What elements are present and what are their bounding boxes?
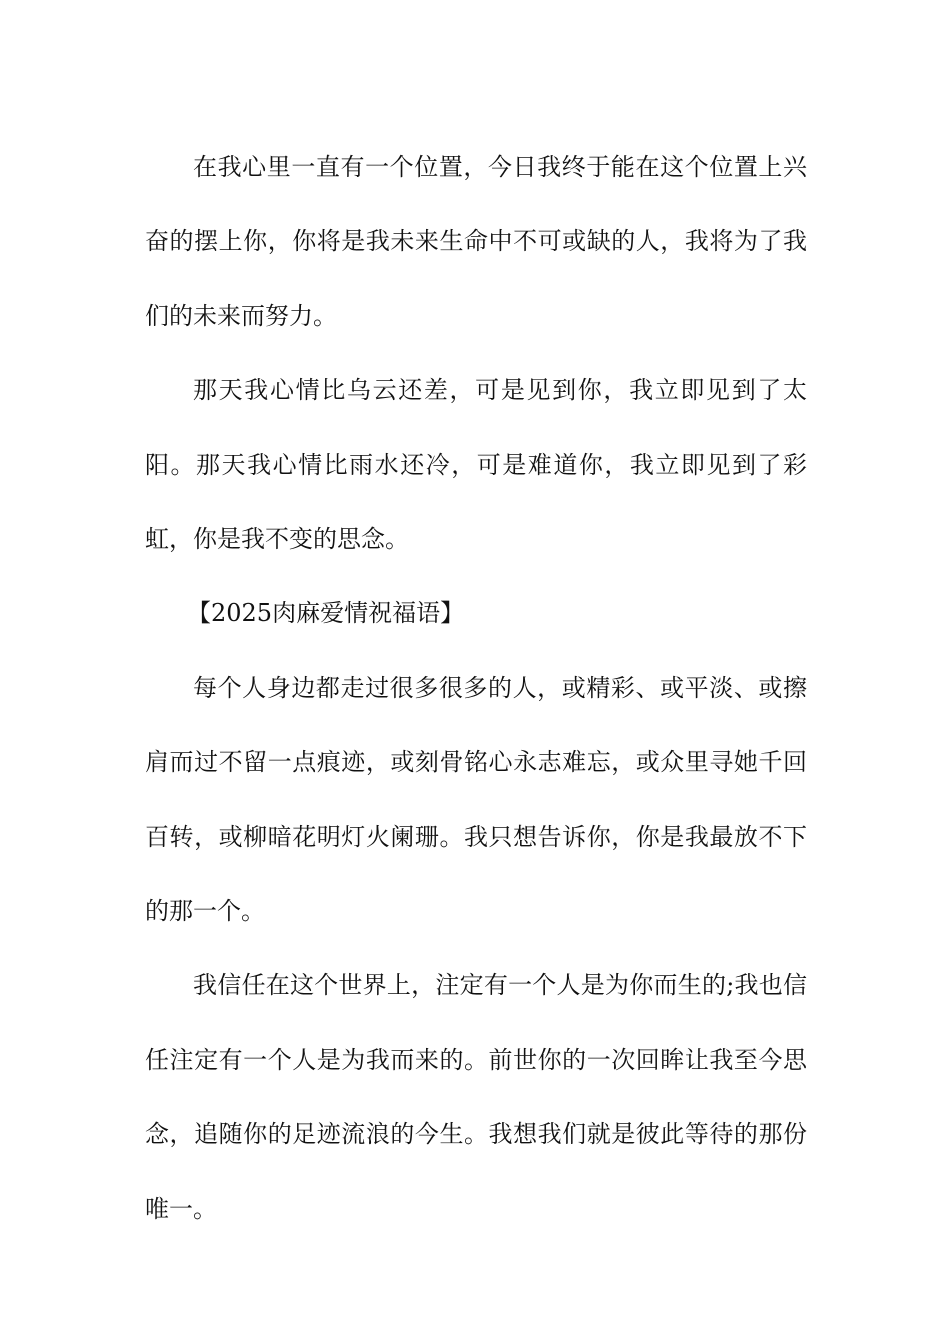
paragraph-2: 那天我心情比乌云还差，可是见到你，我立即见到了太阳。那天我心情比雨水还冷，可是难道你，我立即见到了彩虹，你是我不变的思念。 [145, 376, 807, 554]
paragraph-4: 我信任在这个世界上，注定有一个人是为你而生的;我也信任注定有一个人是为我而来的。前世你的一次回眸让我至今思念，追随你的足迹流浪的今生。我想我们就是彼此等待的那份唯一。 [145, 971, 807, 1223]
section-heading: 【2025肉麻爱情祝福语】 [187, 599, 465, 628]
paragraph-3: 每个人身边都走过很多很多的人，或精彩、或平淡、或擦肩而过不留一点痕迹，或刻骨铭心永志难忘，或众里寻她千回百转，或柳暗花明灯火阑珊。我只想告诉你，你是我最放不下的那一个。 [145, 673, 807, 926]
document-body [145, 130, 807, 1246]
paragraph-1: 在我心里一直有一个位置，今日我终于能在这个位置上兴奋的摆上你，你将是我未来生命中不可或缺的人，我将为了我们的未来而努力。 [145, 153, 807, 330]
